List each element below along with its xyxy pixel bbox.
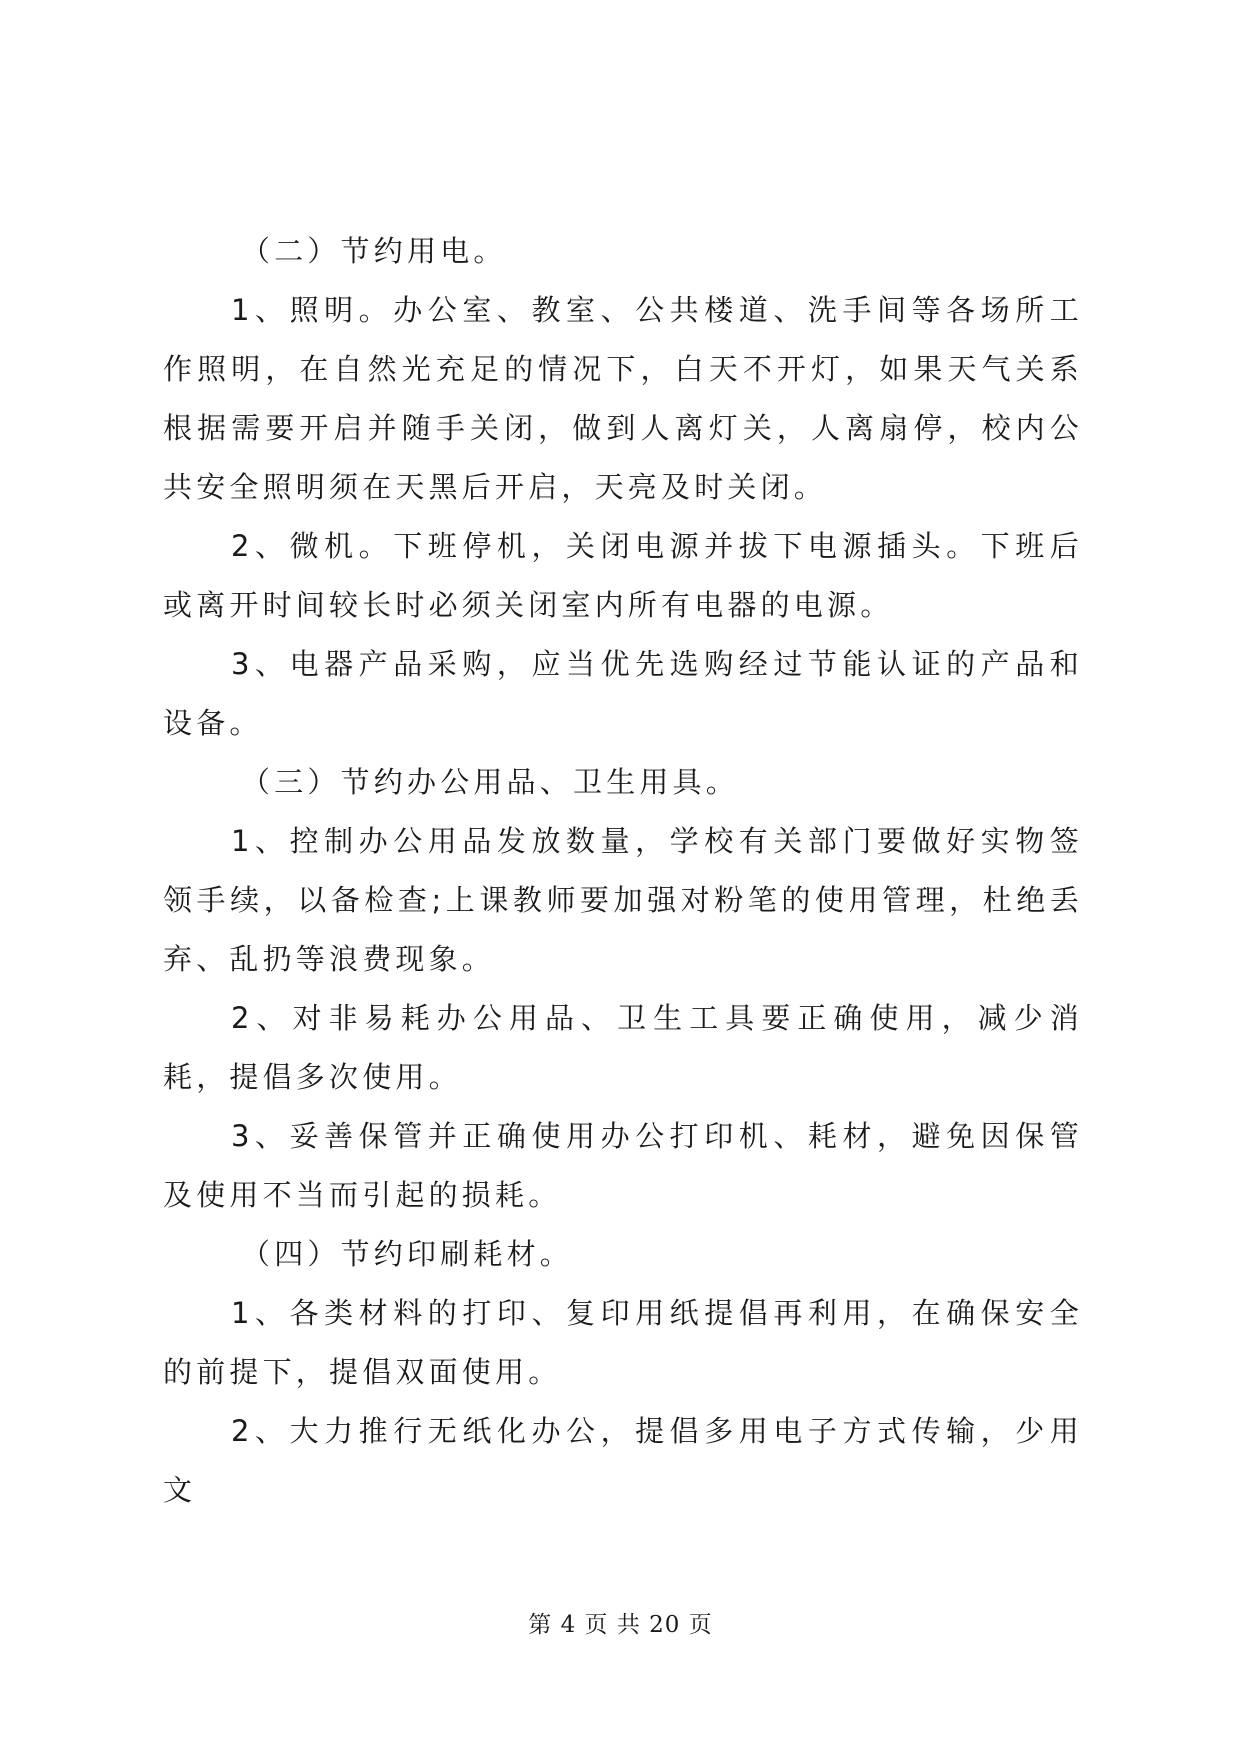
document-body [163,222,1083,1520]
paragraph-procurement: 3、电器产品采购，应当优先选购经过节能认证的产品和设备。 [163,647,1083,740]
section-heading-4: （四）节约印刷耗材。 [241,1237,574,1271]
page-number-footer: 第 4 页 共 20 页 [528,1612,713,1638]
paragraph-office-supplies: 1、控制办公用品发放数量，学校有关部门要做好实物签领手续，以备检查;上课教师要加强对粉笔的使用管理，杜绝丢弃、乱扔等浪费现象。 [163,824,1083,976]
paragraph-paperless: 2、大力推行无纸化办公，提倡多用电子方式传输，少用文 [163,1414,1083,1507]
paragraph-lighting: 1、照明。办公室、教室、公共楼道、洗手间等各场所工作照明，在自然光充足的情况下，白天不开灯，如果天气关系根据需要开启并随手关闭，做到人离灯关，人离扇停，校内公共安全照明须在天黑后开启，天亮及时关闭。 [163,293,1083,504]
section-heading-2: （二）节约用电。 [241,234,507,268]
paragraph-computers: 2、微机。下班停机，关闭电源并拔下电源插头。下班后或离开时间较长时必须关闭室内所有电器的电源。 [163,529,1083,622]
section-heading-3: （三）节约办公用品、卫生用具。 [241,765,740,799]
paragraph-printers: 3、妥善保管并正确使用办公打印机、耗材，避免因保管及使用不当而引起的损耗。 [163,1119,1083,1212]
paragraph-non-consumables: 2、对非易耗办公用品、卫生工具要正确使用，减少消耗，提倡多次使用。 [163,1001,1083,1094]
paragraph-paper-reuse: 1、各类材料的打印、复印用纸提倡再利用，在确保安全的前提下，提倡双面使用。 [163,1296,1083,1389]
